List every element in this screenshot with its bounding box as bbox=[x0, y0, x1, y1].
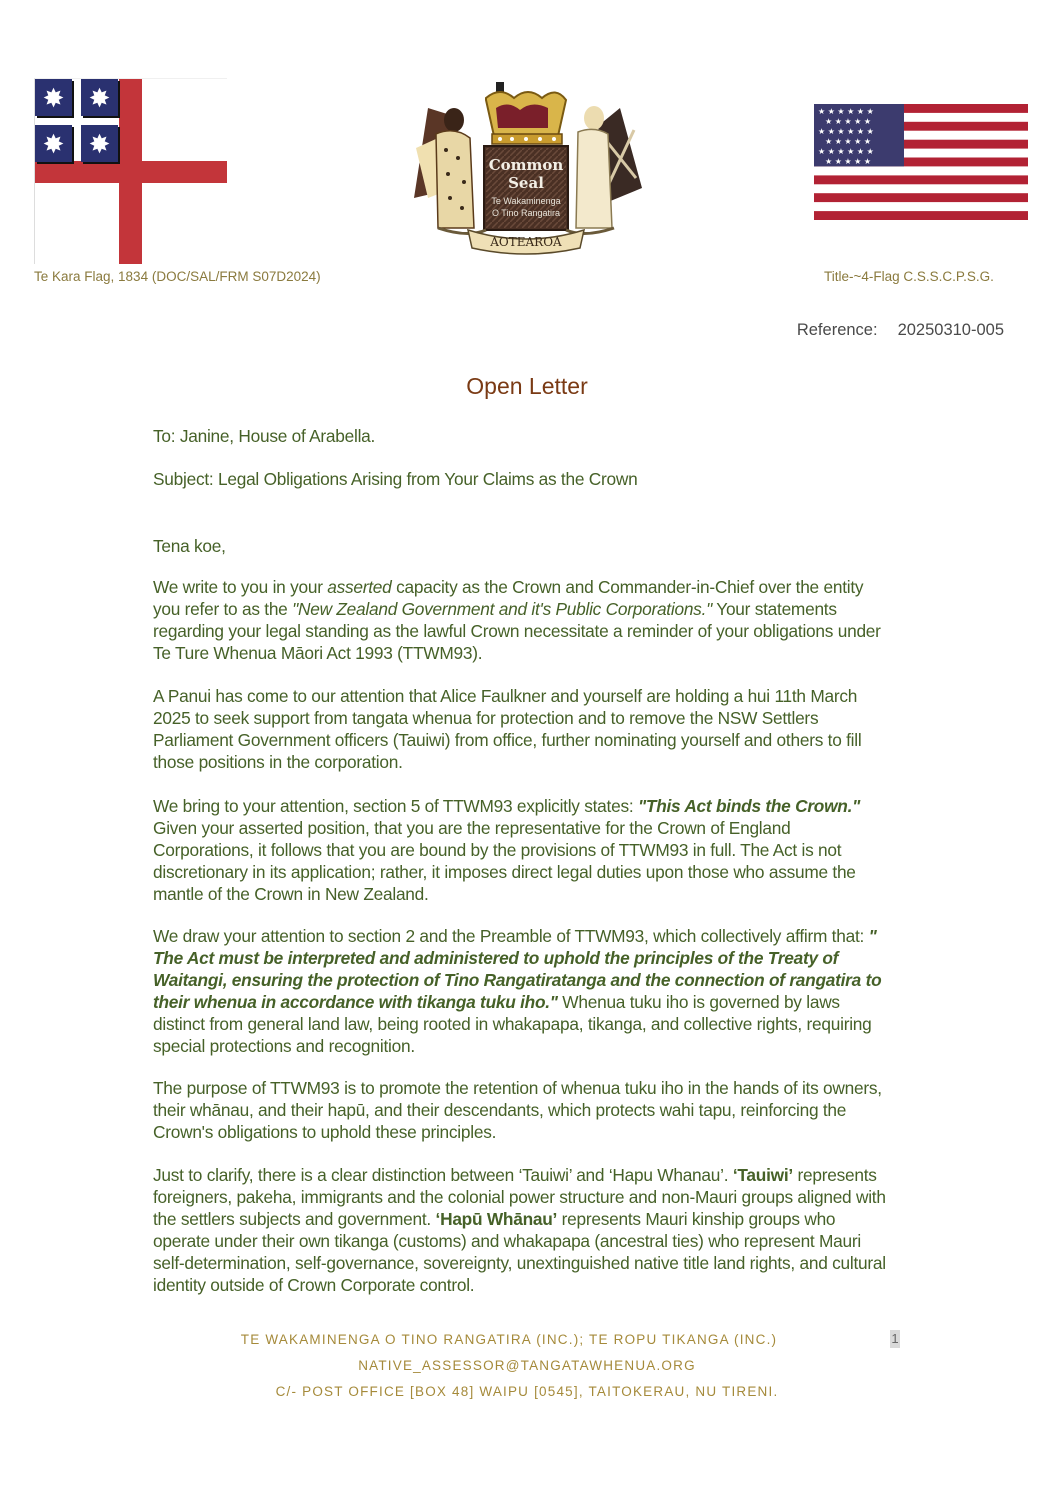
footer-organizations: TE WAKAMINENGA O TINO RANGATIRA (INC.); TE ROPU TIKANGA (INC.) bbox=[240, 1332, 778, 1347]
svg-text:★ ★ ★ ★ ★: ★ ★ ★ ★ ★ bbox=[825, 117, 872, 126]
paragraph-3: We bring to your attention, section 5 of TTWM93 explicitly states: "This Act binds the Crown." Given your asserted position, that you are the representative for the Crown of England Corporations, it follows that you are bound by the provisions of TTWM93 in full. The Act is not discretionary in its application; rather, it imposes direct legal duties upon those who assume the mantle of the Crown in New Zealand. bbox=[153, 796, 861, 904]
paragraph-6: Just to clarify, there is a clear distinction between ‘Tauiwi’ and ‘Hapu Whanau’. ‘Tauiwi’ represents foreigners, pakeha, immigrants and the colonial power structure and non-Mauri groups aligned with the settlers subjects and government. ‘Hapū Whānau’ represents Mauri kinship groups who operate under their own tikanga (customs) and whakapapa (ancestral ties) who represent Mauri self-determination, self-governance, sovereignty, unextinguished native title land rights, and cultural identity outside of Crown Corporate control. bbox=[153, 1165, 886, 1295]
page-title: Open Letter bbox=[466, 373, 588, 399]
common-seal-emblem-icon bbox=[408, 78, 644, 258]
svg-text:★ ★ ★ ★ ★: ★ ★ ★ ★ ★ bbox=[825, 157, 872, 166]
svg-text:Common: Common bbox=[488, 156, 564, 174]
svg-text:★ ★ ★ ★ ★: ★ ★ ★ ★ ★ bbox=[825, 137, 872, 146]
addressee: To: Janine, House of Arabella. bbox=[153, 426, 376, 446]
footer-email[interactable]: NATIVE_ASSESSOR@TANGATAWHENUA.ORG bbox=[358, 1358, 696, 1373]
left-flag-caption: Te Kara Flag, 1834 (DOC/SAL/FRM S07D2024) bbox=[34, 269, 321, 284]
svg-text:★ ★ ★ ★ ★ ★: ★ ★ ★ ★ ★ ★ bbox=[818, 127, 874, 136]
svg-text:★ ★ ★ ★ ★ ★: ★ ★ ★ ★ ★ ★ bbox=[818, 147, 874, 156]
footer-address: C/- POST OFFICE [BOX 48] WAIPU [0545], TAITOKERAU, NU TIRENI. bbox=[275, 1384, 779, 1399]
svg-text:★ ★ ★ ★ ★ ★: ★ ★ ★ ★ ★ ★ bbox=[818, 107, 874, 116]
star-icon: ✸ bbox=[35, 79, 72, 116]
reference-line bbox=[797, 321, 1004, 340]
page-number: 1 bbox=[891, 1331, 899, 1346]
te-kara-flag-icon bbox=[34, 78, 227, 264]
greeting: Tena koe, bbox=[153, 536, 226, 556]
subject-line: Subject: Legal Obligations Arising from Your Claims as the Crown bbox=[153, 469, 638, 489]
svg-text:O Tino Rangatira: O Tino Rangatira bbox=[491, 208, 561, 218]
reference-value: 20250310-005 bbox=[897, 321, 1004, 339]
svg-text:Seal: Seal bbox=[508, 174, 544, 192]
us-flag-icon bbox=[814, 104, 1028, 220]
star-icon: ✸ bbox=[35, 125, 72, 162]
paragraph-4: We draw your attention to section 2 and the Preamble of TTWM93, which collectively affirm that: " The Act must be interpreted and administered to uphold the principles of the Treaty of Waitangi, ensuring the protection of Tino Rangatiratanga and the connection of rangatira to their whenua in accordance with tikanga tuku iho." Whenua tuku iho is governed by laws distinct from general land law, being rooted in whakapapa, tikanga, and collective rights, requiring special protections and recognition. bbox=[153, 926, 882, 1056]
flag-cross-horizontal bbox=[35, 161, 227, 183]
svg-text:AOTEAROA: AOTEAROA bbox=[490, 235, 562, 249]
star-icon: ✸ bbox=[81, 79, 118, 116]
star-icon: ✸ bbox=[81, 125, 118, 162]
paragraph-2: A Panui has come to our attention that Alice Faulkner and yourself are holding a hui 11th March 2025 to seek support from tangata whenua for protection and to remove the NSW Settlers Parliament Government officers (Tauiwi) from office, further nominating yourself and others to fill those positions in the corporation. bbox=[153, 686, 862, 772]
paragraph-1: We write to you in your asserted capacity as the Crown and Commander-in-Chief over the entity you refer to as the "New Zealand Government and it's Public Corporations." Your statements regarding your legal standing as the lawful Crown necessitate a reminder of your obligations under Te Ture Whenua Māori Act 1993 (TTWM93). bbox=[153, 577, 881, 663]
paragraph-5: The purpose of TTWM93 is to promote the retention of whenua tuku iho in the hands of its owners, their whānau, and their hapū, and their descendants, which protects wahi tapu, reinforcing the Crown's obligations to uphold these principles. bbox=[153, 1078, 882, 1142]
svg-text:Te Wakaminenga: Te Wakaminenga bbox=[491, 196, 561, 206]
reference-label: Reference: bbox=[796, 321, 878, 339]
right-flag-caption: Title-~4-Flag C.S.S.C.P.S.G. bbox=[824, 269, 994, 284]
crown-icon bbox=[486, 82, 566, 144]
